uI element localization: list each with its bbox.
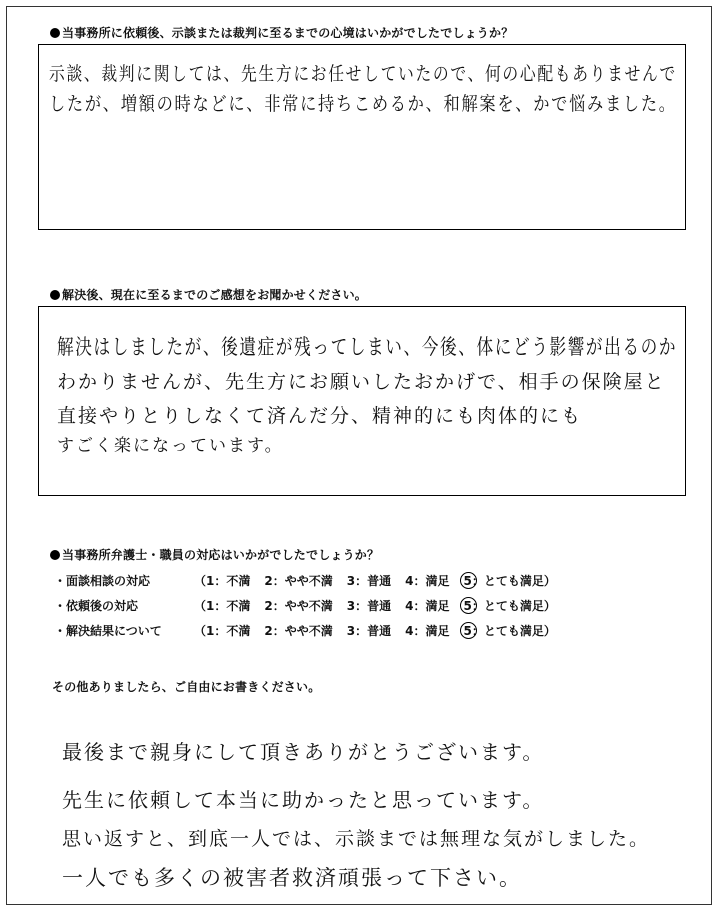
paren-open: （ xyxy=(194,599,207,613)
rating-label: ・面談相談の対応 xyxy=(54,574,151,588)
paren-close: ） xyxy=(543,624,556,638)
question-4 xyxy=(50,678,320,695)
rating-option-4[interactable]: 4：満足 xyxy=(405,624,450,638)
answer-2-line-4: すごく楽になっています。 xyxy=(57,436,284,456)
rating-option-2[interactable]: 2：やや不満 xyxy=(264,624,333,638)
answer-2-line-3: 直接やりとりしなくて済んだ分、精神的にも肉体的にも xyxy=(57,405,583,427)
rating-option-5-selected[interactable]: 5 xyxy=(463,574,472,588)
rating-option-4[interactable]: 4：満足 xyxy=(405,599,450,613)
rating-option-5-selected[interactable]: 5 xyxy=(463,624,472,638)
answer-box-2 xyxy=(38,306,686,496)
answer-box-1 xyxy=(38,44,686,230)
answer-4-line-1: 最後まで親身にして頂きありがとうございます。 xyxy=(62,740,545,764)
answer-1-line-1: 示談、裁判に関しては、先生方にお任せしていたので、何の心配もありませんで xyxy=(49,63,677,85)
answer-2-line-2: わかりませんが、先生方にお願いしたおかげで、相手の保険屋と xyxy=(57,371,666,393)
paren-open: （ xyxy=(194,574,207,588)
rating-row-result xyxy=(54,622,556,639)
rating-row-consultation xyxy=(54,572,556,589)
rating-option-3[interactable]: 3：普通 xyxy=(346,599,392,613)
answer-4-line-3: 思い返すと、到底一人では、示談までは無理な気がしました。 xyxy=(62,828,651,850)
rating-label: ・依頼後の対応 xyxy=(54,599,139,613)
rating-option-1[interactable]: 1：不満 xyxy=(206,599,251,613)
question-4-title: その他ありましたら、ご自由にお書きください。 xyxy=(52,680,321,694)
question-3 xyxy=(50,546,379,563)
question-2-title: 解決後、現在に至るまでのご感想をお聞かせください。 xyxy=(62,288,368,302)
question-2 xyxy=(50,286,367,303)
rating-option-2[interactable]: 2：やや不満 xyxy=(264,599,333,613)
question-1-title: 当事務所に依頼後、示談または裁判に至るまでの心境はいかがでしたでしょうか？ xyxy=(62,26,514,40)
question-1 xyxy=(50,24,513,41)
rating-option-5-selected[interactable]: 5 xyxy=(463,599,472,613)
rating-option-4[interactable]: 4：満足 xyxy=(405,574,450,588)
rating-option-2[interactable]: 2：やや不満 xyxy=(264,574,333,588)
answer-2-line-1: 解決はしましたが、後遺症が残ってしまい、今後、体にどう影響が出るのか xyxy=(57,335,678,359)
paren-close: ） xyxy=(543,574,556,588)
bullet-icon xyxy=(50,28,60,38)
rating-option-5-text: ：とても満足 xyxy=(471,624,544,638)
bullet-icon xyxy=(50,290,60,300)
bullet-icon xyxy=(50,550,60,560)
paren-close: ） xyxy=(543,599,556,613)
paren-open: （ xyxy=(194,624,207,638)
rating-option-3[interactable]: 3：普通 xyxy=(346,574,392,588)
rating-row-after-request xyxy=(54,597,556,614)
rating-option-5-text: ：とても満足 xyxy=(471,574,544,588)
rating-option-3[interactable]: 3：普通 xyxy=(346,624,392,638)
question-3-title: 当事務所弁護士・職員の対応はいかがでしたでしょうか？ xyxy=(62,548,380,562)
rating-label: ・解決結果について xyxy=(54,624,162,638)
rating-option-1[interactable]: 1：不満 xyxy=(206,624,251,638)
answer-4-line-4: 一人でも多くの被害者救済頑張って下さい。 xyxy=(62,866,522,890)
answer-1-line-2: したが、増額の時などに、非常に持ちこめるか、和解案を、かで悩みました。 xyxy=(49,93,677,115)
rating-option-1[interactable]: 1：不満 xyxy=(206,574,251,588)
rating-option-5-text: ：とても満足 xyxy=(471,599,544,613)
answer-4-line-2: 先生に依頼して本当に助かったと思っています。 xyxy=(62,788,545,812)
